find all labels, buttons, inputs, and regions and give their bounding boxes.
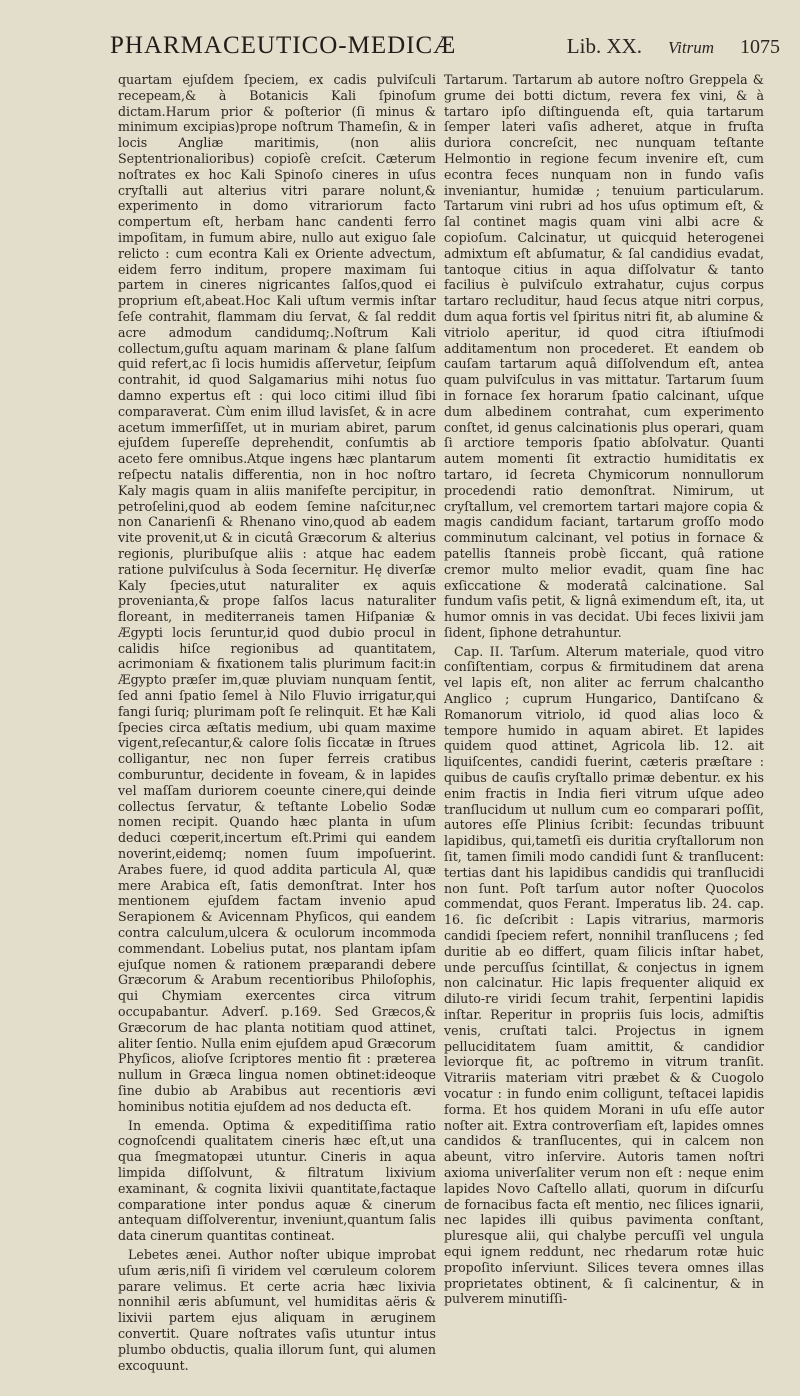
left-column [118,72,436,1373]
page-header [110,32,780,66]
paragraph: Cap. II. Tarſum. Alterum materiale, quod vitro conſiſtentiam, corpus & firmitudinem dat arena vel lapis eſt, non aliter ac ferrum chalcantho Anglico ; cuprum Hungarico, Dantiſcano & Romanorum vitriolo, id quod alias loco & tempore humido in aquam abiret. Et lapides quidem quod attinet, Agricola lib. 12. ait liquiſcentes, candidi fuerint, cæteris præſtare : quibus de cauſis cryſtallo primæ debentur. ex his enim fractis in India fieri vitrum uſque adeo tranſlucidum ut nullum cum eo comparari poſſit, autores eſſe Plinius ſcribit: ſecundas tribuunt lapidibus, qui,tametſi eis duritia cryſtallorum non ſit, tamen ſimili modo candidi ſunt & tranſlucent: tertias dant his lapidibus candidis qui tranſlucidi non ſunt. Poſt tarſum autor noſter Quocolos commendat, quos Ferant. Imperatus lib. 24. cap. 16. ſic deſcribit : Lapis vitrarius, marmoris candidi ſpeciem refert, nonnihil tranſlucens ; ſed duritie ab eo differt, quam ſilicis inſtar habet, unde percuſſus ſcintillat, & conjectus in ignem non calcinatur. Hic lapis frequenter aliquid ex diluto-re viridi ſecum trahit, ſerpentini lapidis inſtar. Reperitur in propriis ſuis locis, admiſtis venis, cruſtati talci. Projectus in ignem pelluciditatem ſuam amittit, & candidior leviorque fit, ac poſtremo in vitrum tranſit. Vitrariis materiam vitri præbet & & Cuogolo vocatur : in fundo enim colligunt, teſtacei lapidis forma. Et hos quidem Morani in uſu eſſe autor noſter ait. Extra controverſiam eſt, lapides omnes candidos & tranſlucentes, qui in calcem non abeunt, vitro inſervire. Autoris tamen noſtri axioma univerſaliter verum non eſt : neque enim lapides Novo Caſtello allati, quorum in diſcurſu de fornacibus facta eſt mentio, nec ſilices ignarii, nec lapides illi quibus pavimenta conſtant, pluresque alii, qui chalybe percuſſi vel ungula equi ignem reddunt, nec rhedarum rotæ huic propoſito inſerviunt. Silices tevera omnes illas proprietates obtinent, & ſi calcinentur, & in pulverem minutiſſi- [444,643,764,1307]
running-title: PHARMACEUTICO-MEDICÆ [110,32,457,59]
book-number: Lib. XX. [566,34,643,58]
paragraph: quartam ejuſdem ſpeciem, ex cadis pulviſculi recepeam,& à Botanicis Kali ſpinoſum dictam.Harum prior & poſterior (ſi minus & minimum excipias)prope noſtrum Thameſin, & in locis Angliæ maritimis, (non aliis Septentrionalioribus) copioſè creſcit. Cæterum noſtrates ex hoc Kali Spinoſo cineres in uſus cryſtalli aut alterius vitri parare nolunt,& experimento in domo vitrariorum facto compertum eſt, herbam hanc candenti ferro impoſitam, in fumum abire, nullo aut exiguo ſale relicto : cum econtra Kali ex Oriente advectum, eidem ferro inditum, propere maximam ſui partem in cineres nigricantes ſalſos,quod ei proprium eſt,abeat.Hoc Kali uſtum vermis inſtar ſeſe contrahit, flammam diu ſervat, & ſal reddit acre admodum candidumq;.Noſtrum Kali collectum,guſtu aquam marinam & plane ſalſum quid refert,ac ſi locis humidis aſſervetur, ſeipſum contrahit, id quod Salgamarius mihi notus ſuo damno expertus eſt : qui loco citimi illud ſibi comparaverat. Cùm enim illud lavisſet, & in acre acetum immerſiſſet, ut in muriam abiret, parum ejuſdem ſupereſſe deprehendit, conſumtis ab aceto fere omnibus.Atque ingens hæc plantarum reſpectu natalis differentia, non in hoc noſtro Kaly magis quam in aliis manifeſte percipitur, in petroſelini,quod ab eodem ſemine naſcitur,nec non Canarienſi & Rhenano vino,quod ab eadem vite provenit,ut & in cicutâ Græcorum & alterius regionis, pluribuſque aliis : atque hac eadem ratione pulviſculus à Soda ſecernitur. Hę diverſæ Kaly ſpecies,utut naturaliter ex aquis provenianta,& prope ſalſos lacus naturaliter floreant, in mediterraneis tamen Hiſpaniæ & Ægypti locis ſeruntur,id quod dubio procul in calidis hiſce regionibus ad quantitatem, acrimoniam & fixationem talis plurimum facit:in Ægypto præſer im,quæ pluviam nunquam ſentit, ſed anni ſpatio ſemel à Nilo Fluvio irrigatur,qui fangi ſuriq; plurimam poſt ſe relinquit. Et hæ Kali ſpecies circa æſtatis medium, ubi quam maxime vigent,reſecantur,& calore ſolis ſiccatæ in ſtrues colligantur, nec non ſuper ferreis cratibus comburuntur, decidente in foveam, & in lapides vel maſſam duriorem coeunte cinere,qui deinde collectus ſervatur, & teſtante Lobelio Sodæ nomen recipit. Quando hæc planta in uſum deduci cœperit,incertum eſt.Primi qui eandem noverint,eidemq; nomen ſuum impoſuerint. Arabes fuere, id quod addita particula Al, quæ mere Arabica eſt, ſatis demonſtrat. Inter hos mentionem ejuſdem factam invenio apud Serapionem & Avicennam Phyſicos, qui eandem contra calculum,ulcera & oculorum incommoda commendant. Lobelius putat, nos plantam ipſam ejuſque nomen & rationem præparandi debere Græcorum & Arabum recentioribus Philoſophis, qui Chymiam exercentes circa vitrum occupabantur. Adverſ. p.169. Sed Græcos,& Græcorum de hac planta notitiam quod attinet, aliter ſentio. Nulla enim ejuſdem apud Græcorum Phyſicos, alioſve ſcriptores mentio fit : præterea nullum in Græca lingua nomen obtinet:ideoque ſine dubio ab Arabibus aut recentioris ævi hominibus notitia ejuſdem ad nos deducta eſt. [118,72,436,1114]
section-word: Vitrum [668,38,714,57]
page-number: 1075 [740,36,780,58]
paragraph: In emenda. Optima & expeditiſſima ratio cognoſcendi qualitatem cineris hæc eſt,ut una qua ſmegmatopæi utuntur. Cineris in aqua limpida diſſolvunt, & filtratum lixivium examinant, & cognita lixivii quantitate,factaque comparatione inter pondus aquæ & cinerum antequam diſſolverentur, inveniunt,quantum ſalis data cinerum quantitas contineat. [118,1117,436,1244]
paragraph: Lebetes ænei. Author noſter ubique improbat uſum æris,niſi ſi viridem vel cœruleum colorem parare velimus. Et certe acria hæc lixivia nonnihil æris abſumunt, vel humiditas aëris & lixivii partem ejus aliquam in æruginem convertit. Quare noſtrates vaſis utuntur intus plumbo obductis, qualia illorum ſunt, qui alumen excoquunt. [118,1246,436,1373]
paragraph: Tartarum. Tartarum ab autore noſtro Greppela & grume dei botti dictum, revera fex vini, & à tartaro ipſo diſtinguenda eſt, quia tartarum ſemper lateri vaſis adheret, atque in fruſta duriora concreſcit, nec nunquam teſtante Helmontio in regione fecum invenire eſt, cum econtra feces nunquam non in fundo vaſis inveniantur, humidæ ; tenuium particularum. Tartarum vini rubri ad hos uſus optimum eſt, & ſal continet magis quam vini albi acre & copioſum. Calcinatur, ut quicquid heterogenei admixtum eſt abſumatur, & ſal candidius evadat, tantoque citius in aqua diſſolvatur & tanto facilius è pulviſculo extrahatur, cujus corpus tartaro recluditur, haud ſecus atque nitri corpus, dum aqua fortis vel ſpiritus nitri fit, ab alumine & vitriolo aperitur, id quod citra iſtiuſmodi additamentum non procederet. Et eandem ob cauſam tartarum aquâ diſſolvendum eſt, antea quam pulviſculus in vas mittatur. Tartarum ſuum in fornace ſex horarum ſpatio calcinant, uſque dum albedinem contrahat, cum experimento conſtet, id genus calcinationis plus operari, quam ſi arctiore temporis ſpatio abſolvatur. Quanti autem momenti ſit extractio humiditatis ex tartaro, id ſecreta Chymicorum nonnullorum procedendi ratio demonſtrat. Nimirum, ut cryſtallum, vel cremortem tartari majore copia & magis candidum faciant, tartarum groſſo modo comminutum calcinant, vel potius in fornace & patellis ſtanneis probè ſiccant, quâ ratione cremor multo melior evadit, quam ſine hac exſiccatione & moderatâ calcinatione. Sal fundum vaſis petit, & lignâ eximendum eſt, ita, ut humor omnis in vas decidat. Ubi feces lixivii jam ſident, ſiphone detrahuntur. [444,72,764,640]
right-column [444,72,764,1307]
header-right-group [567,34,780,59]
